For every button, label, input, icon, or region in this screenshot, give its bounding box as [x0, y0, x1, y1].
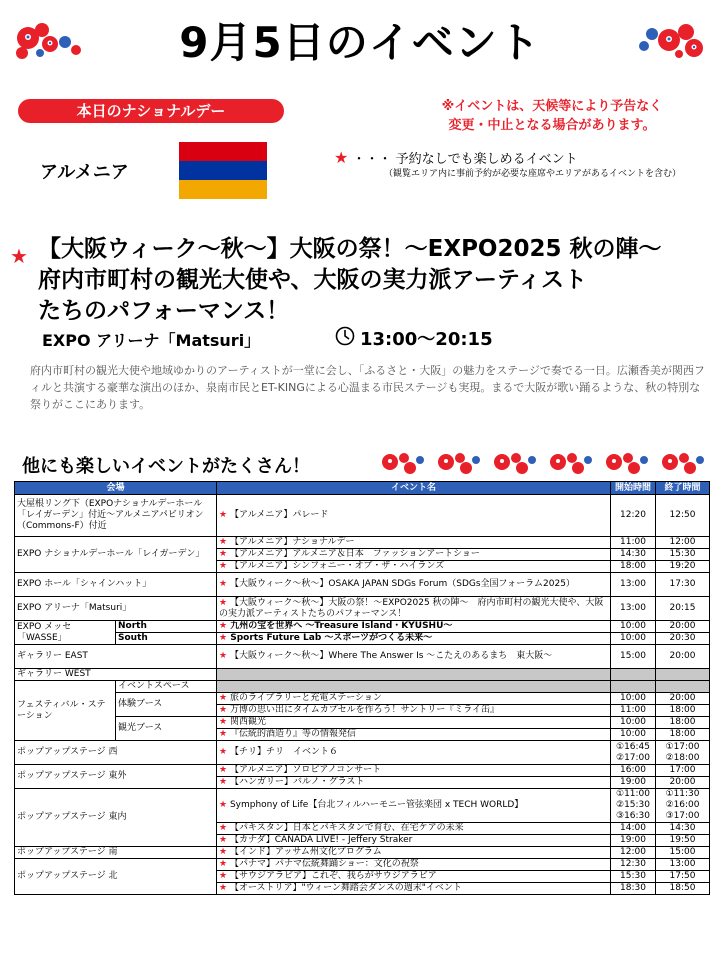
start-cell: 18:00 [611, 561, 656, 573]
legend [334, 148, 682, 179]
sub-venue-cell: North [116, 621, 217, 633]
table-row [15, 573, 710, 597]
armenia-flag-icon [179, 142, 267, 199]
table-row [15, 741, 710, 765]
table-row [15, 859, 710, 871]
event-cell: ★ 九州の宝を世界へ ～Treasure Island・KYUSHU～ [217, 621, 611, 633]
table-row [15, 669, 710, 681]
end-cell: 20:30 [656, 633, 710, 645]
more-events-heading: 他にも楽しいイベントがたくさん！ [22, 456, 310, 477]
event-cell: ★ 【ハンガリー】バルノ・グラスト [217, 777, 611, 789]
notice [392, 97, 712, 135]
venue-cell: ポップアップステージ 北 [15, 859, 217, 895]
event-cell: ★ 『伝統的酒造り』等の情報発信 [217, 729, 611, 741]
table-row [15, 693, 710, 705]
end-cell: 18:00 [656, 705, 710, 717]
event-cell: ★ 【アルメニア】ソロピアノコンサート [217, 765, 611, 777]
legend-subtext: （観覧エリア内に事前予約が必要な座席やエリアがあるイベントを含む） [384, 169, 682, 179]
end-cell: 12:50 [656, 495, 710, 537]
end-cell-empty [656, 669, 710, 681]
table-row [15, 681, 710, 693]
start-cell: 10:00 [611, 729, 656, 741]
sub-venue-cell: 観光ブース [116, 717, 217, 741]
event-cell: ★ 【オーストリア】"ウィーン舞踏会ダンスの週末"イベント [217, 883, 611, 895]
table-row [15, 765, 710, 777]
event-cell: ★ 【大阪ウィーク～秋～】OSAKA JAPAN SDGs Forum（SDGs全国フォーラム2025） [217, 573, 611, 597]
venue-cell: ギャラリー WEST [15, 669, 217, 681]
end-cell: 18:00 [656, 717, 710, 729]
start-cell: ①16:45 ②17:00 [611, 741, 656, 765]
end-cell: 20:00 [656, 693, 710, 705]
start-cell: 10:00 [611, 621, 656, 633]
event-cell: ★ 【アルメニア】アルメニア＆日本 ファッションアートショー [217, 549, 611, 561]
start-cell: 11:00 [611, 705, 656, 717]
end-cell: 20:00 [656, 645, 710, 669]
sub-venue-cell: イベントスペース [116, 681, 217, 693]
end-cell: 15:30 [656, 549, 710, 561]
end-cell: ①11:30 ②16:00 ③17:00 [656, 789, 710, 823]
venue-cell: EXPO ナショナルデーホール「レイガーデン」 [15, 537, 217, 573]
event-cell-empty [217, 681, 611, 693]
start-cell: 15:00 [611, 645, 656, 669]
featured-headline-line: 府内市町村の観光大使や、大阪の実力派アーティスト [38, 267, 588, 293]
event-cell-empty [217, 669, 611, 681]
start-cell: ①11:00 ②15:30 ③16:30 [611, 789, 656, 823]
venue-cell: フェスティバル・ステーション [15, 681, 116, 741]
table-header-row [15, 482, 710, 495]
venue-cell: ポップアップステージ 東外 [15, 765, 217, 789]
notice-line-1: ※イベントは、天候等により予告なく [441, 99, 663, 114]
event-cell: ★ 【サウジアラビア】これぞ、我らがサウジアラビア [217, 871, 611, 883]
table-row [15, 495, 710, 537]
featured-venue: EXPO アリーナ「Matsuri」 [42, 331, 261, 350]
venue-cell: ポップアップステージ 南 [15, 847, 217, 859]
sub-venue-cell: 体験ブース [116, 693, 217, 717]
event-cell: ★ 関西観光 [217, 717, 611, 729]
national-day-label: 本日のナショナルデー [18, 99, 284, 123]
table-row [15, 717, 710, 729]
start-cell: 14:00 [611, 823, 656, 835]
event-cell: ★ 【インド】アッサム州文化プログラム [217, 847, 611, 859]
notice-line-2: 変更・中止となる場合があります。 [448, 118, 656, 133]
start-cell: 16:00 [611, 765, 656, 777]
table-row [15, 621, 710, 633]
start-cell: 10:00 [611, 717, 656, 729]
table-row [15, 789, 710, 823]
end-cell: 12:00 [656, 537, 710, 549]
event-table [14, 481, 710, 895]
event-cell: ★ 【大阪ウィーク～秋～】大阪の祭！～EXPO2025 秋の陣～ 府内市町村の観光大使や、大阪の実力派アーティストたちのパフォーマンス！ [217, 597, 611, 621]
end-cell: 18:50 [656, 883, 710, 895]
event-cell: ★ 【アルメニア】パレード [217, 495, 611, 537]
table-row [15, 633, 710, 645]
start-cell: 13:00 [611, 597, 656, 621]
event-cell: ★ 【パキスタン】日本とパキスタンで育む、在宅ケアの未来 [217, 823, 611, 835]
venue-cell: 大屋根リング下（EXPOナショナルデーホール「レイガーデン」付近～アルメニアパビリオン（Commons-F）付近 [15, 495, 217, 537]
national-day-country: アルメニア [40, 162, 129, 183]
start-cell: 14:30 [611, 549, 656, 561]
table-row [15, 597, 710, 621]
venue-cell: ポップアップステージ 東内 [15, 789, 217, 847]
myaku-myaku-mascot-row-icon [378, 448, 713, 478]
featured-headline-line: たちのパフォーマンス！ [38, 298, 290, 324]
end-cell: 20:00 [656, 777, 710, 789]
start-cell: 12:30 [611, 859, 656, 871]
start-cell: 10:00 [611, 633, 656, 645]
start-cell: 10:00 [611, 693, 656, 705]
start-cell-empty [611, 669, 656, 681]
end-cell: 20:00 [656, 621, 710, 633]
start-cell: 12:00 [611, 847, 656, 859]
featured-headline [38, 234, 718, 327]
featured-star-icon: ★ [10, 244, 28, 268]
event-cell: ★ 【チリ】チリ イベント６ [217, 741, 611, 765]
end-cell: 17:00 [656, 765, 710, 777]
event-cell: ★ 【カナダ】CANADA LIVE! - Jeffery Straker [217, 835, 611, 847]
header-venue: 会場 [15, 482, 217, 495]
end-cell: 18:00 [656, 729, 710, 741]
end-cell: 14:30 [656, 823, 710, 835]
venue-cell: ポップアップステージ 西 [15, 741, 217, 765]
event-cell: ★ 【アルメニア】ナショナルデー [217, 537, 611, 549]
end-cell: 20:15 [656, 597, 710, 621]
header-end: 終了時間 [656, 482, 710, 495]
event-cell: ★ 【大阪ウィーク～秋～】Where The Answer Is ～こたえのあるまち 東大阪～ [217, 645, 611, 669]
table-row [15, 847, 710, 859]
venue-cell: EXPO ホール「シャインハット」 [15, 573, 217, 597]
legend-text: ・・・ 予約なしでも楽しめるイベント [352, 152, 578, 167]
end-cell: ①17:00 ②18:00 [656, 741, 710, 765]
event-cell: ★ 【アルメニア】シンフォニー・オブ・ザ・ハイランズ [217, 561, 611, 573]
legend-star-icon: ★ [334, 148, 349, 167]
start-cell: 19:00 [611, 777, 656, 789]
table-row [15, 645, 710, 669]
sub-venue-cell: South [116, 633, 217, 645]
event-cell: ★ 【パナマ】パナマ伝統舞踊ショー：文化の祝祭 [217, 859, 611, 871]
end-cell: 17:30 [656, 573, 710, 597]
header-start: 開始時間 [611, 482, 656, 495]
featured-headline-line: 【大阪ウィーク～秋～】大阪の祭！～EXPO2025 秋の陣～ [38, 236, 662, 262]
end-cell: 17:50 [656, 871, 710, 883]
clock-icon [335, 326, 355, 346]
start-cell: 11:00 [611, 537, 656, 549]
end-cell-empty [656, 681, 710, 693]
start-cell: 18:30 [611, 883, 656, 895]
event-cell: ★ 旅のライブラリーと充電ステーション [217, 693, 611, 705]
event-cell: ★ Sports Future Lab ～スポーツがつくる未来～ [217, 633, 611, 645]
event-cell: ★ Symphony of Life【台北フィルハーモニー管弦楽団 x TECH WORLD】 [217, 789, 611, 823]
event-cell: ★ 万博の思い出にタイムカプセルを作ろう！サントリー『ミライ缶』 [217, 705, 611, 717]
start-cell: 15:30 [611, 871, 656, 883]
header-event: イベント名 [217, 482, 611, 495]
venue-cell: EXPO アリーナ「Matsuri」 [15, 597, 217, 621]
start-cell: 19:00 [611, 835, 656, 847]
featured-description: 府内市町村の観光大使や地域ゆかりのアーティストが一堂に会し、「ふるさと・大阪」の魅力をステージで奏でる一日。広瀬香美が関西フィルと共演する豪華な演出のほか、泉南市民とET-KINGによる心温まる市民ステージも実現。まるで大阪が歌い踊るような、秋の特別な祭りがここにあります。 [30, 364, 705, 411]
end-cell: 15:00 [656, 847, 710, 859]
end-cell: 19:50 [656, 835, 710, 847]
venue-cell: ギャラリー EAST [15, 645, 217, 669]
start-cell: 13:00 [611, 573, 656, 597]
start-cell-empty [611, 681, 656, 693]
end-cell: 13:00 [656, 859, 710, 871]
end-cell: 19:20 [656, 561, 710, 573]
page-title: 9月5日のイベント [179, 18, 541, 67]
venue-cell: EXPO メッセ「WASSE」 [15, 621, 116, 645]
featured-time: 13:00～20:15 [360, 329, 493, 350]
table-row [15, 537, 710, 549]
start-cell: 12:20 [611, 495, 656, 537]
